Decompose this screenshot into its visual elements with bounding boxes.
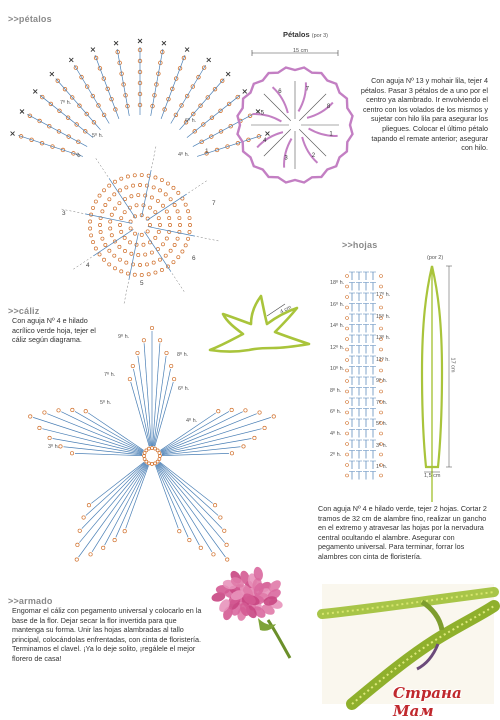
hojas-width: 1,5 cm: [424, 473, 441, 479]
hojas-row-label: 10º h.: [330, 366, 345, 372]
caliz-row-label-7: 7º h.: [104, 372, 116, 378]
petalos-measure: 15 cm: [293, 48, 308, 54]
petalos-row-label-5: 5º h.: [92, 133, 104, 139]
petalos-instructions: Con aguja Nº 13 y mohair lila, tejer 4 pétalos. Pasar 3 pétalos de a uno por el centro ya alambrado. Ir envolviendo el centro con los volados de los mismos y sujetar con hilo lila para asegurar los pliegues. Colocar el último pétalo tapando el remate anterior; asegurar con hilo.: [360, 76, 488, 153]
caliz-row-label-3: 3º h.: [48, 444, 60, 450]
petalos-row-label-6: 6º h.: [185, 118, 197, 124]
svg-text:6: 6: [278, 89, 282, 96]
caliz-row-label-6: 6º h.: [178, 386, 190, 392]
petalos-crochet-diagram: [5, 25, 235, 310]
section-title-caliz: >>cáliz: [8, 306, 40, 316]
hojas-row-label: 5º h.: [376, 421, 388, 427]
caliz-row-label-4: 4º h.: [186, 418, 198, 424]
svg-text:5: 5: [260, 110, 264, 117]
petalos-scheme-title: Pétalos (por 3): [283, 30, 328, 39]
section-title-petalos: >>pétalos: [8, 14, 52, 24]
caliz-row-label-5: 5º h.: [100, 400, 112, 406]
hojas-row-label: 14º h.: [330, 323, 345, 329]
sector-number-4: 4: [86, 262, 90, 269]
caliz-row-label-9: 9º h.: [118, 334, 130, 340]
svg-text:7: 7: [305, 86, 309, 93]
svg-text:4: 4: [263, 137, 267, 144]
svg-text:3: 3: [284, 155, 288, 162]
sector-number-5: 5: [140, 280, 144, 287]
caliz-instructions: Con aguja Nº 4 e hilado acrílico verde hoja, tejer el cáliz según diagrama.: [12, 316, 96, 345]
section-title-armado: >>armado: [8, 596, 53, 606]
hojas-row-label: 18º h.: [330, 280, 345, 286]
watermark-logo: Страна Мам: [393, 684, 462, 720]
armado-instructions: Engomar el cáliz con pegamento universal y colocarlo en la base de la flor. Dejar secar la flor invertida para que mantenga su forma. Unir las hojas alambradas al tallo principal, colocándolas enfrentadas, con cinta de floristería. Terminamos el clavel. ¡Ya lo deje solito, ¡regálele el mejor florero de casa!: [12, 606, 202, 663]
svg-text:1: 1: [329, 131, 333, 138]
petalos-scheme-drawing: [230, 45, 360, 195]
sector-number-8: 8: [75, 151, 83, 160]
sector-number-6: 6: [192, 255, 196, 262]
svg-text:8: 8: [326, 104, 331, 111]
hojas-row-label: 6º h.: [330, 409, 342, 415]
hojas-row-label: 3º h.: [376, 442, 388, 449]
section-title-hojas: >>hojas: [342, 240, 378, 250]
hojas-row-label: 8º h.: [330, 387, 342, 394]
hojas-row-label: 9º h.: [376, 378, 388, 384]
caliz-row-label-8: 8º h.: [177, 352, 189, 358]
hojas-row-label: 17º h.: [376, 292, 391, 298]
hojas-row-label: 16º h.: [330, 301, 345, 308]
caliz-crochet-diagram: [22, 318, 282, 588]
hojas-row-label: 12º h.: [330, 344, 345, 351]
sector-number-7: 7: [212, 200, 216, 207]
hojas-row-label: 7º h.: [376, 399, 388, 406]
sector-number-1: 1: [205, 148, 209, 155]
hojas-row-label: 13º h.: [376, 335, 391, 341]
carnation-photo: [210, 560, 310, 665]
hojas-row-label: 2º h.: [330, 452, 342, 458]
hojas-row-label: 1º h.: [376, 464, 388, 470]
hojas-row-label: 4º h.: [330, 430, 342, 437]
caliz-measure: 4 cm: [279, 304, 293, 316]
hojas-length: 17 cm: [449, 357, 456, 373]
petalos-row-label-4: 4º h.: [178, 152, 190, 158]
svg-text:2: 2: [311, 152, 316, 159]
hojas-note: (por 2): [427, 255, 444, 261]
petalos-row-label-7: 7º h.: [60, 100, 72, 106]
sector-number-3: 3: [62, 210, 66, 217]
hojas-row-label: 11º h.: [376, 356, 390, 363]
hojas-instructions: Con aguja Nº 4 e hilado verde, tejer 2 hojas. Cortar 2 tramos de 32 cm de alambre fino, realizar un gancho en el extremo y atravesar las hojas por la nervadura central ocultando el alambre. Asegurar con pegamento universal. Para terminar, forrar los alambres con cinta de floristería.: [318, 504, 487, 561]
hojas-row-label: 15º h.: [376, 313, 391, 320]
